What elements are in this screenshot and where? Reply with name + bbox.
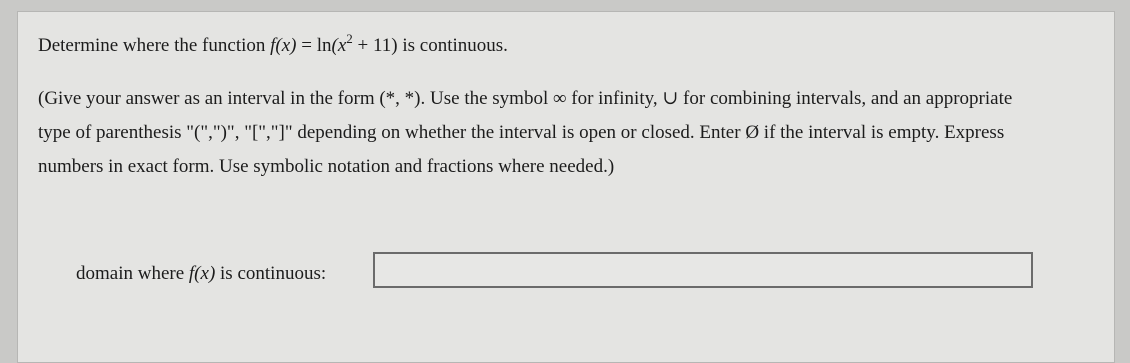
exponent: 2 — [346, 31, 353, 46]
question-panel — [17, 11, 1115, 363]
answer-label-suffix: is continuous: — [215, 263, 327, 284]
function-name: f(x) — [270, 35, 297, 56]
instructions-line-1: (Give your answer as an interval in the form (*, *). Use the symbol ∞ for infinity, ∪ for combining intervals, and an appropriate — [38, 88, 1013, 109]
answer-label-prefix: domain where — [76, 263, 189, 284]
answer-input[interactable] — [373, 252, 1033, 288]
question-suffix: is continuous. — [397, 35, 508, 56]
function-expression — [316, 31, 398, 56]
question-text — [38, 31, 508, 58]
equals-sign: = — [296, 35, 317, 56]
function-arg-rest: + 11) — [352, 35, 398, 56]
function-arg-open: (x — [331, 35, 347, 56]
instructions — [38, 82, 1108, 184]
question-prefix: Determine where the function — [38, 35, 271, 56]
answer-label — [76, 262, 326, 286]
ln-operator: ln — [316, 35, 332, 56]
instructions-line-2: type of parenthesis "(",")", "[","]" depending on whether the interval is open or closed. Enter Ø if the interval is empty. Express — [38, 122, 1005, 143]
answer-label-function: f(x) — [188, 263, 216, 284]
instructions-line-3: numbers in exact form. Use symbolic notation and fractions where needed.) — [38, 156, 615, 177]
